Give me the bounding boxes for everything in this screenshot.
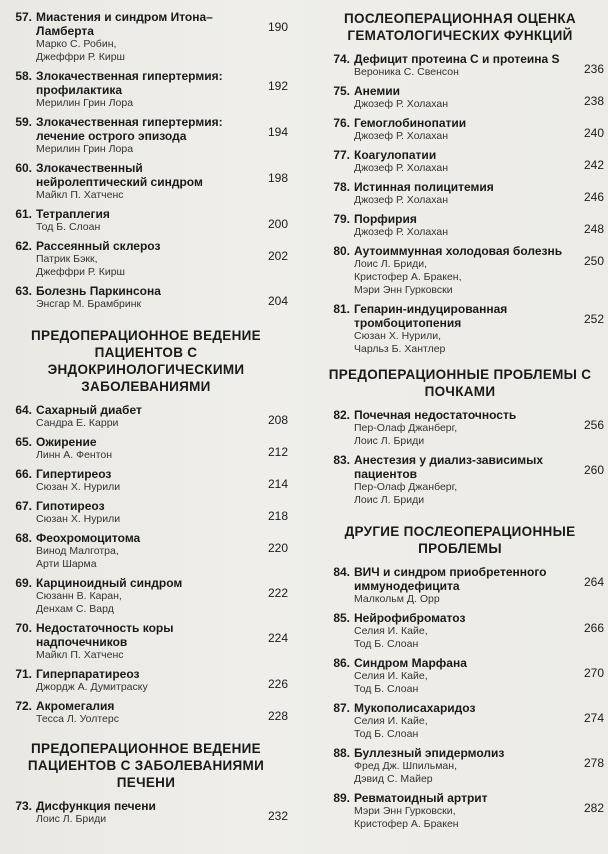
chapter-author: Майкл П. Хатченс <box>36 649 124 661</box>
chapter-number: 73. <box>15 799 32 813</box>
chapter-number: 80. <box>333 244 350 258</box>
page-number: 204 <box>267 294 288 308</box>
toc-entry <box>2 499 292 526</box>
chapter-number: 82. <box>333 408 350 422</box>
chapter-title: Гепарин-индуцированная тромбоцитопения <box>354 302 508 330</box>
chapter-title: Миастения и синдром Итона–Ламберта <box>36 10 213 38</box>
chapter-author: Сюзан Х. Нурили, <box>354 330 441 342</box>
toc-entry <box>320 791 608 831</box>
toc-block <box>0 403 292 726</box>
chapter-title: Почечная недостаточность <box>354 408 517 422</box>
page-number: 264 <box>583 575 604 589</box>
chapter-number: 81. <box>333 302 350 316</box>
toc-entry <box>320 180 608 207</box>
chapter-number: 77. <box>333 148 350 162</box>
chapter-author: Тод Б. Слоан <box>36 221 101 233</box>
chapter-author: Сандра Е. Карри <box>36 417 119 429</box>
page-number: 250 <box>583 254 604 268</box>
section-heading: ПОСЛЕОПЕРАЦИОННАЯ ОЦЕНКА ГЕМАТОЛОГИЧЕСКИХ ФУНКЦИЙ <box>344 11 576 43</box>
toc-entry <box>2 239 292 279</box>
chapter-title: Сахарный диабет <box>36 403 142 417</box>
toc-entry <box>320 611 608 651</box>
toc-entry <box>2 207 292 234</box>
chapter-author: Лоис Л. Бриди <box>354 494 425 506</box>
chapter-author: Тод Б. Слоан <box>354 728 419 740</box>
chapter-title: Дисфункция печени <box>36 799 156 813</box>
chapter-number: 64. <box>15 403 32 417</box>
toc-entry <box>2 699 292 726</box>
chapter-title: Болезнь Паркинсона <box>36 284 161 298</box>
chapter-number: 63. <box>15 284 32 298</box>
chapter-title: Истинная полицитемия <box>354 180 494 194</box>
chapter-author: Селия И. Кайе, <box>354 625 428 637</box>
chapter-author: Денхам С. Вард <box>36 603 114 615</box>
chapter-author: Сюзанн В. Каран, <box>36 590 122 602</box>
chapter-number: 68. <box>15 531 32 545</box>
page-number: 190 <box>267 20 288 34</box>
chapter-title: Аутоиммунная холодовая болезнь <box>354 244 563 258</box>
chapter-author: Энсгар М. Брамбринк <box>36 298 142 310</box>
toc-entry <box>320 408 608 448</box>
chapter-title: Злокачественная гипертермия: профилактика <box>36 69 223 97</box>
chapter-number: 70. <box>15 621 32 635</box>
chapter-author: Тесса Л. Уолтерс <box>36 713 119 725</box>
page-number: 240 <box>583 126 604 140</box>
page-number: 218 <box>267 509 288 523</box>
chapter-number: 60. <box>15 161 32 175</box>
chapter-author: Мерилин Грин Лора <box>36 143 134 155</box>
toc-entry <box>320 52 608 79</box>
chapter-author: Тод Б. Слоан <box>354 683 419 695</box>
chapter-author: Мэри Энн Гурковски, <box>354 805 456 817</box>
chapter-title: Гемоглобинопатии <box>354 116 467 130</box>
toc-block <box>0 10 292 311</box>
chapter-number: 84. <box>333 565 350 579</box>
toc-entry <box>320 244 608 297</box>
chapter-author: Малкольм Д. Орр <box>354 593 440 605</box>
chapter-title: Синдром Марфана <box>354 656 467 670</box>
toc-entry <box>2 799 292 826</box>
chapter-title: Мукополисахаридоз <box>354 701 476 715</box>
chapter-title: Анестезия у диализ-зависимых пациентов <box>354 453 544 481</box>
right-column <box>312 8 608 836</box>
toc-block <box>312 408 608 507</box>
page-number: 192 <box>267 79 288 93</box>
chapter-title: Дефицит протеина С и протеина S <box>354 52 560 66</box>
page-number: 224 <box>267 631 288 645</box>
page-number: 238 <box>583 94 604 108</box>
page-number: 260 <box>583 463 604 477</box>
toc-entry <box>2 435 292 462</box>
chapter-title: Буллезный эпидермолиз <box>354 746 505 760</box>
chapter-number: 58. <box>15 69 32 83</box>
chapter-number: 86. <box>333 656 350 670</box>
page-number: 242 <box>583 158 604 172</box>
chapter-author: Джозеф Р. Холахан <box>354 194 449 206</box>
toc-block <box>0 799 292 826</box>
chapter-number: 79. <box>333 212 350 226</box>
chapter-title: Акромегалия <box>36 699 115 713</box>
chapter-title: Гипертиреоз <box>36 467 112 481</box>
chapter-author: Джеффри Р. Кирш <box>36 266 125 278</box>
chapter-author: Чарльз Б. Хантлер <box>354 343 446 355</box>
toc-entry <box>320 302 608 356</box>
chapter-number: 69. <box>15 576 32 590</box>
chapter-number: 85. <box>333 611 350 625</box>
chapter-title: Гиперпаратиреоз <box>36 667 140 681</box>
chapter-title: Нейрофиброматоз <box>354 611 466 625</box>
page-number: 212 <box>267 445 288 459</box>
chapter-author: Пер-Олаф Джанберг, <box>354 481 458 493</box>
chapter-author: Лоис Л. Бриди <box>36 813 107 825</box>
chapter-title: Рассеянный склероз <box>36 239 161 253</box>
page-number: 228 <box>267 709 288 723</box>
page-number: 236 <box>583 62 604 76</box>
chapter-number: 66. <box>15 467 32 481</box>
toc-entry <box>2 576 292 616</box>
section-heading: ПРЕДОПЕРАЦИОННОЕ ВЕДЕНИЕ ПАЦИЕНТОВ С ЭНДОКРИНОЛОГИЧЕСКИМИ ЗАБОЛЕВАНИЯМИ <box>31 328 261 394</box>
toc-block <box>312 565 608 831</box>
section-heading: ДРУГИЕ ПОСЛЕОПЕРАЦИОННЫЕ ПРОБЛЕМЫ <box>344 524 576 556</box>
chapter-title: Злокачественная гипертермия: лечение острого эпизода <box>36 115 223 143</box>
toc-entry <box>320 116 608 143</box>
chapter-number: 72. <box>15 699 32 713</box>
chapter-title: Ревматоидный артрит <box>354 791 488 805</box>
chapter-number: 88. <box>333 746 350 760</box>
chapter-author: Лоис Л. Бриди, <box>354 258 427 270</box>
chapter-author: Сюзан Х. Нурили <box>36 513 121 525</box>
left-column <box>0 10 292 831</box>
chapter-number: 57. <box>15 10 32 24</box>
page-number: 208 <box>267 413 288 427</box>
toc-entry <box>2 161 292 202</box>
chapter-author: Кристофер А. Бракен, <box>354 271 462 283</box>
chapter-author: Лоис Л. Бриди <box>354 435 425 447</box>
toc-entry <box>320 701 608 741</box>
page-number: 214 <box>267 477 288 491</box>
chapter-number: 62. <box>15 239 32 253</box>
chapter-author: Джозеф Р. Холахан <box>354 98 449 110</box>
page-number: 194 <box>267 125 288 139</box>
chapter-title: Злокачественный нейролептический синдром <box>36 161 203 189</box>
chapter-author: Мерилин Грин Лора <box>36 97 134 109</box>
page-number: 246 <box>583 190 604 204</box>
page-number: 222 <box>267 586 288 600</box>
section-heading: ПРЕДОПЕРАЦИОННОЕ ВЕДЕНИЕ ПАЦИЕНТОВ С ЗАБОЛЕВАНИЯМИ ПЕЧЕНИ <box>27 741 265 790</box>
page-number: 252 <box>583 312 604 326</box>
chapter-author: Фред Дж. Шпильман, <box>354 760 457 772</box>
toc-entry <box>320 148 608 175</box>
chapter-author: Патрик Бэкк, <box>36 253 98 265</box>
chapter-title: ВИЧ и синдром приобретенного иммунодефицита <box>354 565 547 593</box>
chapter-title: Анемии <box>354 84 401 98</box>
toc-entry <box>2 621 292 662</box>
chapter-title: Недостаточность коры надпочечников <box>36 621 174 649</box>
chapter-author: Пер-Олаф Джанберг, <box>354 422 458 434</box>
toc-entry <box>320 746 608 786</box>
toc-entry <box>2 467 292 494</box>
chapter-author: Мэри Энн Гурковски <box>354 284 453 296</box>
chapter-author: Линн А. Фентон <box>36 449 113 461</box>
chapter-author: Джозеф Р. Холахан <box>354 226 449 238</box>
page-number: 282 <box>583 801 604 815</box>
toc-entry <box>2 667 292 694</box>
chapter-title: Тетраплегия <box>36 207 110 221</box>
chapter-number: 83. <box>333 453 350 467</box>
toc-entry <box>320 453 608 507</box>
chapter-author: Арти Шарма <box>36 558 97 570</box>
chapter-number: 61. <box>15 207 32 221</box>
chapter-author: Винод Малготра, <box>36 545 119 557</box>
toc-entry <box>2 69 292 110</box>
chapter-title: Гипотиреоз <box>36 499 105 513</box>
page-number: 256 <box>583 418 604 432</box>
chapter-title: Феохромоцитома <box>36 531 141 545</box>
chapter-number: 59. <box>15 115 32 129</box>
toc-block <box>312 52 608 356</box>
chapter-author: Сюзан Х. Нурили <box>36 481 121 493</box>
chapter-number: 71. <box>15 667 32 681</box>
chapter-author: Майкл П. Хатченс <box>36 189 124 201</box>
toc-entry <box>2 403 292 430</box>
toc-entry <box>320 212 608 239</box>
toc-entry <box>2 531 292 571</box>
page-number: 232 <box>267 809 288 823</box>
chapter-author: Кристофер А. Бракен <box>354 818 459 830</box>
chapter-number: 74. <box>333 52 350 66</box>
page-number: 266 <box>583 621 604 635</box>
chapter-author: Селия И. Кайе, <box>354 715 428 727</box>
chapter-author: Джордж А. Думитраску <box>36 681 148 693</box>
toc-entry <box>320 565 608 606</box>
chapter-title: Коагулопатии <box>354 148 437 162</box>
toc-entry <box>2 10 292 64</box>
chapter-title: Ожирение <box>36 435 97 449</box>
toc-entry <box>2 115 292 156</box>
chapter-author: Селия И. Кайе, <box>354 670 428 682</box>
chapter-author: Джеффри Р. Кирш <box>36 51 125 63</box>
chapter-title: Порфирия <box>354 212 417 226</box>
page-number: 270 <box>583 666 604 680</box>
chapter-author: Вероника С. Свенсон <box>354 66 459 78</box>
chapter-author: Тод Б. Слоан <box>354 638 419 650</box>
page-number: 278 <box>583 756 604 770</box>
chapter-author: Джозеф Р. Холахан <box>354 130 449 142</box>
toc-entry <box>2 284 292 311</box>
section-heading: ПРЕДОПЕРАЦИОННЫЕ ПРОБЛЕМЫ С ПОЧКАМИ <box>328 367 592 399</box>
chapter-number: 87. <box>333 701 350 715</box>
page-number: 274 <box>583 711 604 725</box>
chapter-number: 65. <box>15 435 32 449</box>
page-number: 226 <box>267 677 288 691</box>
chapter-author: Джозеф Р. Холахан <box>354 162 449 174</box>
chapter-author: Марко С. Робин, <box>36 38 117 50</box>
toc-entry <box>320 84 608 111</box>
page-number: 200 <box>267 217 288 231</box>
chapter-title: Карциноидный синдром <box>36 576 183 590</box>
chapter-number: 76. <box>333 116 350 130</box>
chapter-author: Дэвид С. Майер <box>354 773 433 785</box>
page-number: 248 <box>583 222 604 236</box>
chapter-number: 75. <box>333 84 350 98</box>
page-number: 220 <box>267 541 288 555</box>
page-number: 198 <box>267 171 288 185</box>
chapter-number: 89. <box>333 791 350 805</box>
toc-entry <box>320 656 608 696</box>
chapter-number: 78. <box>333 180 350 194</box>
chapter-number: 67. <box>15 499 32 513</box>
page-number: 202 <box>267 249 288 263</box>
